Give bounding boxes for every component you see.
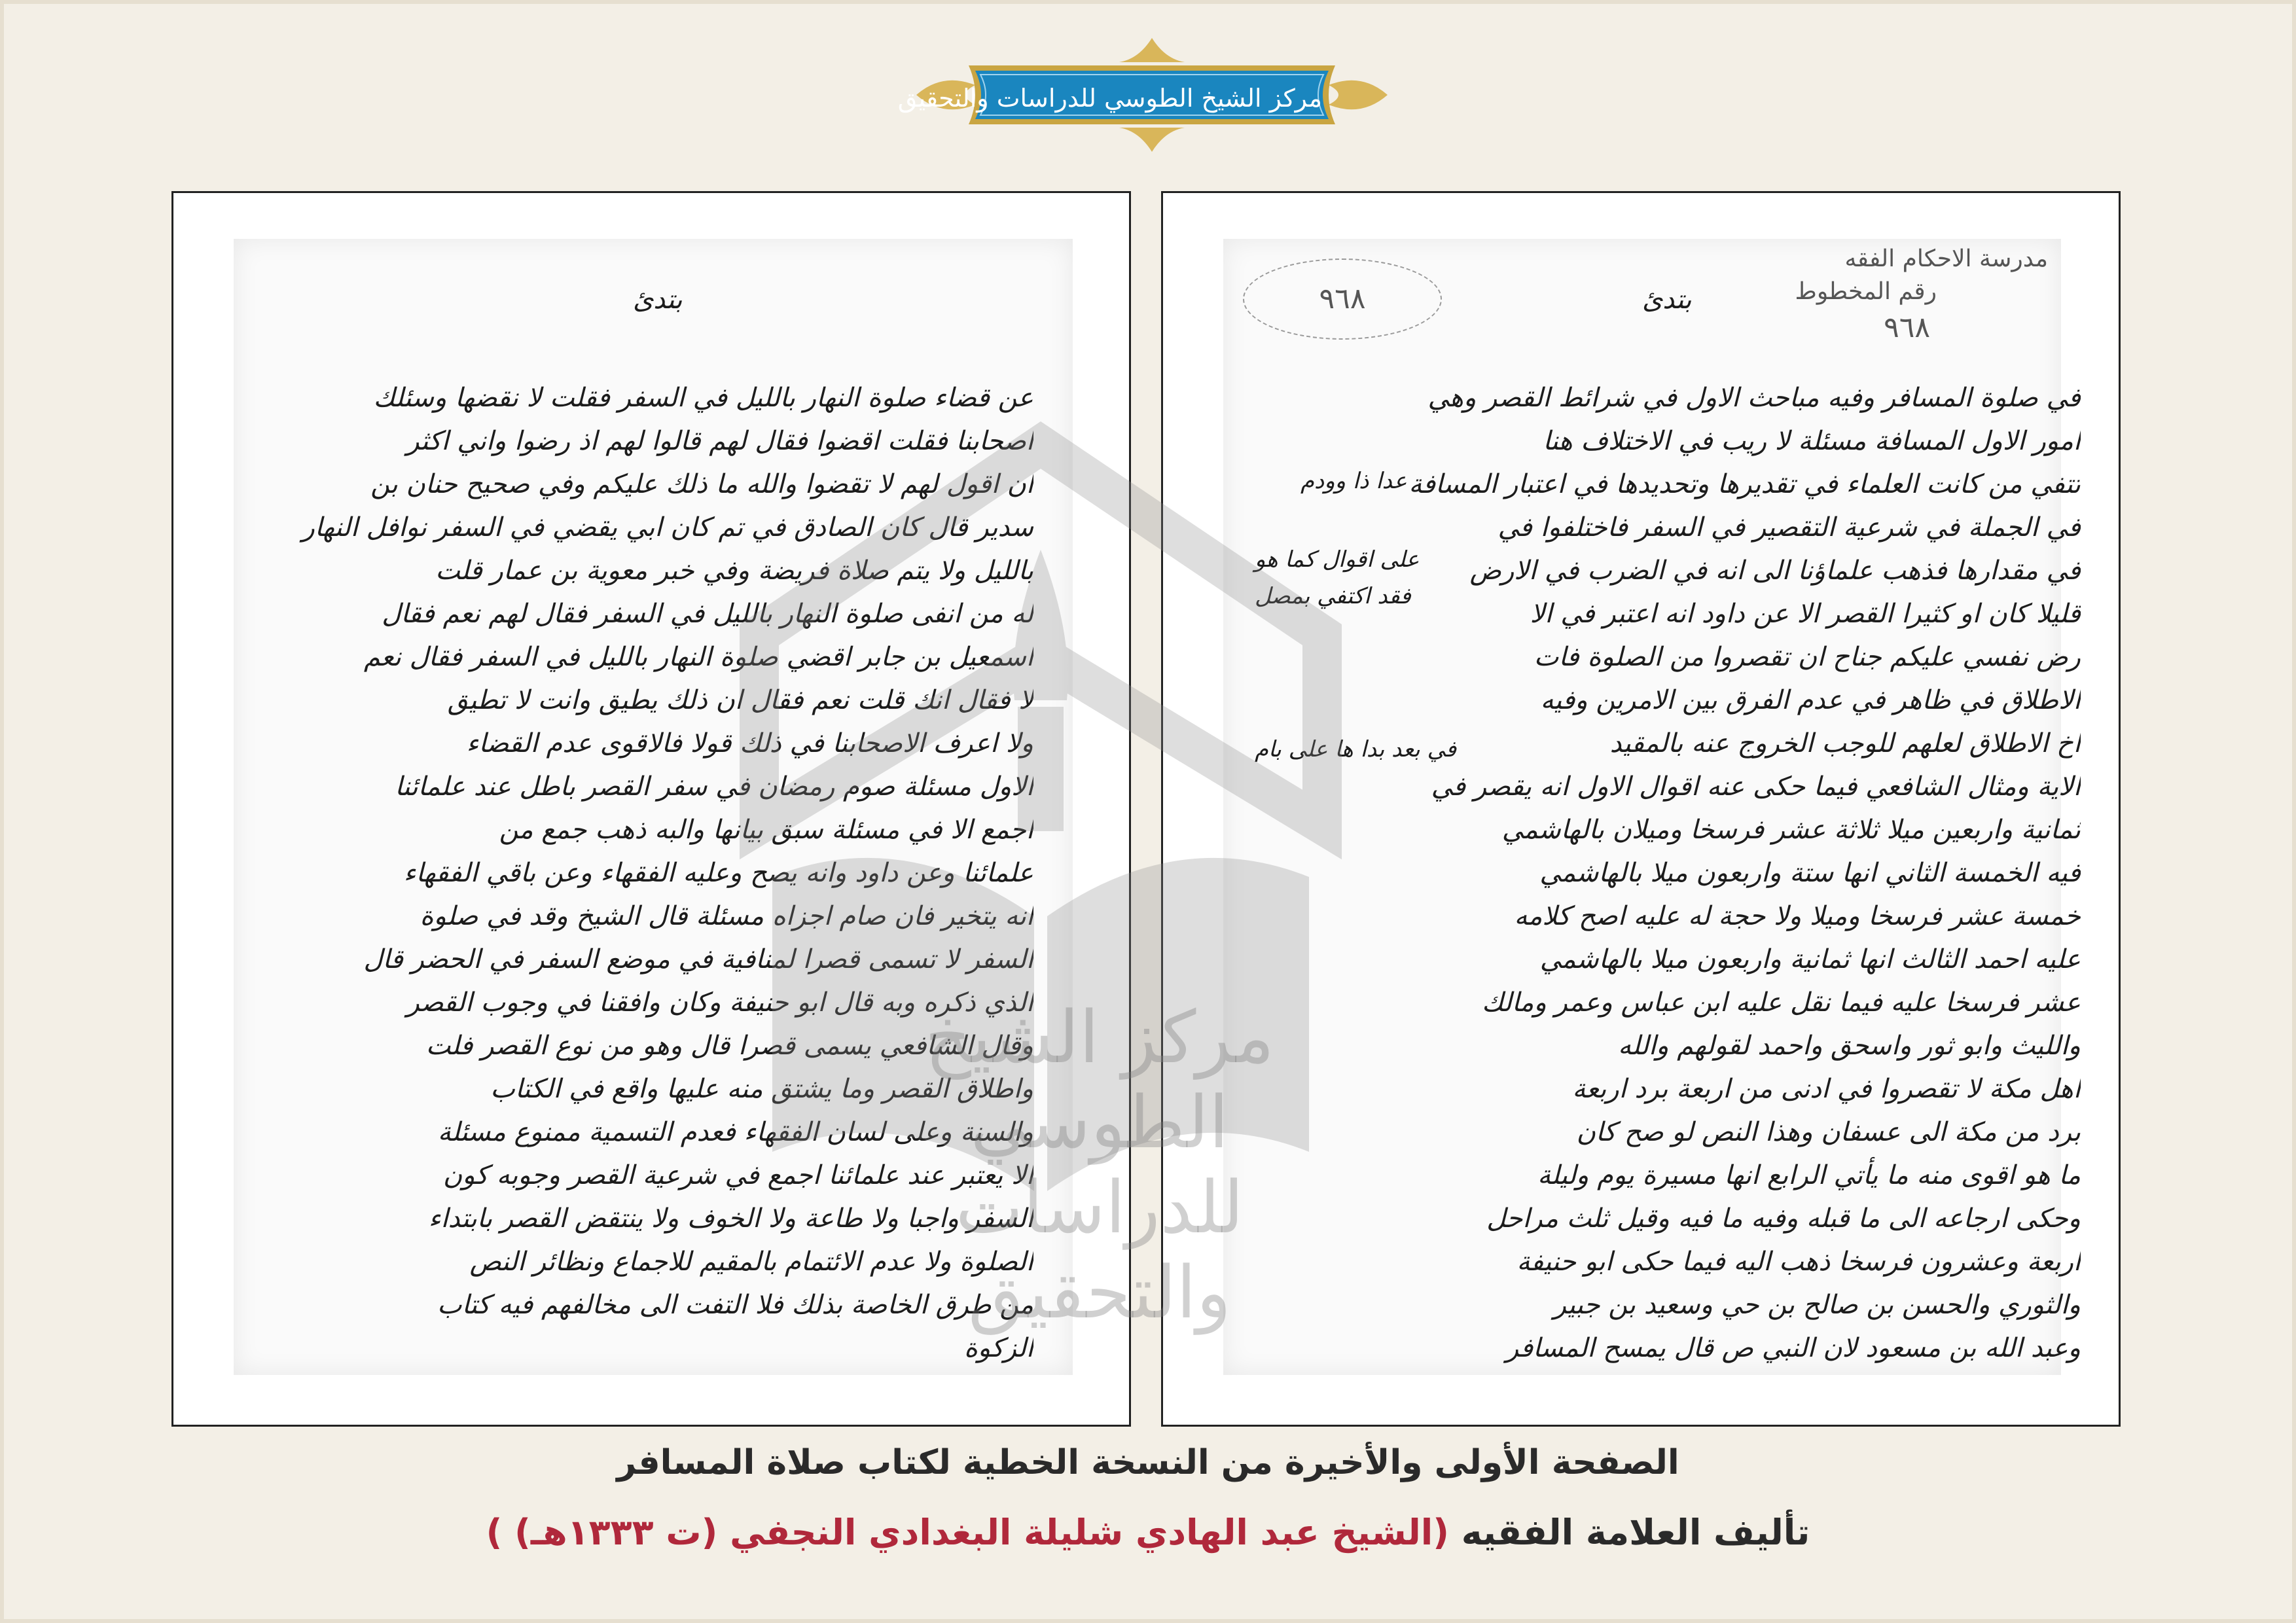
caption-author-name: (الشيخ عبد الهادي شليلة البغدادي النجفي (ت ١٣٣٣هـ) ) — [486, 1512, 1449, 1553]
manuscript-line: رض نفسي عليكم جناح ان تقصروا من الصلوة فات — [1534, 642, 2081, 672]
manuscript-line: اخ الاطلاق لعلهم للوجب الخروج عنه بالمقيد — [1609, 728, 2081, 758]
manuscript-line: ثمانية واربعين ميلا ثلاثة عشر فرسخا وميلان بالهاشمي — [1501, 815, 2081, 845]
manuscript-line: سدير قال كان الصادق في تم كان ابي يقضي في السفر نوافل النهار — [302, 512, 1033, 543]
manuscript-line: له من انفى صلوة النهار بالليل في السفر فقال لهم نعم فقال — [382, 599, 1033, 629]
manuscript-line: لا فقال انك قلت نعم فقال ان ذلك يطيق وانت لا تطيق — [447, 685, 1033, 715]
manuscript-line: في صلوة المسافر وفيه مباحث الاول في شرائط القصر وهي — [1427, 383, 2081, 413]
manuscript-line: ان اقول لهم لا تقضوا والله ما ذلك عليكم وفي صحيح حنان بن — [370, 469, 1033, 499]
manuscript-line: انه يتخير فان صام اجزاه مسئلة قال الشيخ وقد في صلوة — [420, 901, 1033, 931]
manuscript-line: قليلا كان او كثيرا القصر الا عن داود انه اعتبر في الا — [1530, 599, 2081, 629]
manuscript-line: الاطلاق في ظاهر في عدم الفرق بين الامرين وفيه — [1540, 685, 2081, 715]
manuscript-line: امور الاول المسافة مسئلة لا ريب في الاختلاف هنا — [1543, 426, 2081, 456]
manuscript-line: ما هو اقوى منه ما يأتي الرابع انها مسيرة يوم وليلة — [1537, 1160, 2081, 1190]
margin-note: عدا ذا وودم — [1300, 468, 1407, 494]
manuscript-line: فيه الخمسة الثاني انها ستة واربعون ميلا بالهاشمي — [1539, 858, 2081, 888]
manuscript-line: اصحابنا فقلت اقضوا فقال لهم قالوا لهم اذ رضوا واني اكثر — [406, 426, 1033, 456]
manuscript-line: والسنة وعلى لسان الفقهاء فعدم التسمية ممنوع مسئلة — [437, 1117, 1033, 1147]
manuscript-line: من طرق الخاصة بذلك فلا التفت الى مخالفهم فيه كتاب — [437, 1290, 1033, 1320]
manuscript-line: خمسة عشر فرسخا وميلا ولا حجة له عليه اصح كلامه — [1514, 901, 2081, 931]
banner-title: مركز الشيخ الطوسي للدراسات والتحقيق — [897, 84, 1322, 113]
manuscript-line: الاول مسئلة صوم رمضان في سفر القصر باطل عند علمائنا — [395, 772, 1033, 802]
manuscript-line: في الجملة في شرعية التقصير في السفر فاختلفوا في — [1498, 512, 2081, 543]
page-heading: بتدئ — [633, 285, 683, 315]
manuscript-line: في مقدارها فذهب علماؤنا الى انه في الضرب في الارض — [1469, 556, 2081, 586]
manuscript-line: اهل مكة لا تقصروا في ادنى من اربعة برد اربعة — [1572, 1074, 2081, 1104]
library-stamp: ٩٦٨ — [1243, 259, 1442, 340]
manuscript-line: الصلوة ولا عدم الائتمام بالمقيم للاجماع ونظائر النص — [469, 1247, 1033, 1277]
manuscript-line: الا يعتبر عند علمائنا اجمع في شرعية القصر وجوبه كون — [442, 1160, 1033, 1190]
manuscript-line: وحكى ارجاعه الى ما قبله وفيه ما فيه وقيل ثلث مراحل — [1486, 1204, 2081, 1234]
margin-note: فقد اكتفي بمصل — [1255, 583, 1411, 609]
caption-title: الصفحة الأولى والأخيرة من النسخة الخطية لكتاب صلاة المسافر — [617, 1443, 1679, 1482]
manuscript-text-right — [1328, 376, 2081, 1370]
manuscript-line: الزكوة — [963, 1333, 1033, 1363]
watermark-text: مركز الشيخ الطوسي للدراسات والتحقيق — [924, 995, 1275, 1334]
caption-author-prefix: تأليف العلامة الفقيه — [1461, 1512, 1810, 1553]
manuscript-line: السفر لا تسمى قصرا لمنافية في موضع السفر في الحضر قال — [363, 944, 1033, 974]
page-heading: بتدئ — [1642, 285, 1692, 315]
manuscript-line: تتفي من كانت العلماء في تقديرها وتحديدها في اعتبار المسافة — [1408, 469, 2081, 499]
manuscript-scan-right — [1223, 239, 2081, 1375]
corner-note: مدرسة الاحكام الفقه — [1844, 245, 2048, 272]
manuscript-line: والليث وابو ثور واسحق واحمد لقولهم والله — [1618, 1031, 2081, 1061]
manuscript-line: علمائنا وعن داود وانه يصح وعليه الفقهاء وعن باقي الفقهاء — [403, 858, 1033, 888]
manuscript-line: عن قضاء صلوة النهار بالليل في السفر فقلت لا نقضها وسئلك — [373, 383, 1033, 413]
manuscript-line: الاية ومثال الشافعي فيما حكى عنه اقوال الاول انه يقصر في — [1431, 772, 2081, 802]
manuscript-line: عليه احمد الثالث انها ثمانية واربعون ميلا بالهاشمي — [1539, 944, 2081, 974]
corner-note: ٩٦٨ — [1884, 311, 1930, 344]
margin-note: على اقوال كما هو — [1255, 546, 1420, 573]
header-banner — [897, 33, 1401, 157]
manuscript-line: واطلاق القصر وما يشتق منه عليها واقع في الكتاب — [490, 1074, 1033, 1104]
manuscript-line: وعبد الله بن مسعود لان النبي ص قال يمسح المسافر — [1505, 1333, 2081, 1363]
manuscript-line: برد من مكة الى عسفان وهذا النص لو صح كان — [1576, 1117, 2081, 1147]
manuscript-line: بالليل ولا يتم صلاة فريضة وفي خبر معوية بن عمار قلت — [435, 556, 1033, 586]
manuscript-line: الذي ذكره وبه قال ابو حنيفة وكان وافقنا في وجوب القصر — [406, 988, 1033, 1018]
manuscript-line: اجمع الا في مسئلة سبق بيانها والبه ذهب جمع من — [499, 815, 1033, 845]
manuscript-line: والثوري والحسن بن صالح بن حي وسعيد بن جبير — [1553, 1290, 2081, 1320]
caption-author-line — [0, 1512, 2296, 1553]
corner-note: رقم المخطوط — [1795, 278, 1937, 305]
manuscript-line: السفر واجبا ولا طاعة ولا الخوف ولا ينتقض القصر بابتداء — [428, 1204, 1033, 1234]
manuscript-line: اسمعيل بن جابر اقضي صلوة النهار بالليل في السفر فقال نعم — [363, 642, 1033, 672]
manuscript-line: عشر فرسخا عليه فيما نقل عليه ابن عباس وعمر ومالك — [1481, 988, 2081, 1018]
manuscript-line: اربعة وعشرون فرسخا ذهب اليه فيما حكى ابو حنيفة — [1516, 1247, 2081, 1277]
manuscript-line: وقال الشافعي يسمى قصرا قال وهو من نوع القصر فلت — [425, 1031, 1033, 1061]
manuscript-line: ولا اعرف الاصحابنا في ذلك قولا فالاقوى عدم القضاء — [466, 728, 1033, 758]
margin-note: في بعد بدا ها على بام — [1255, 736, 1457, 762]
